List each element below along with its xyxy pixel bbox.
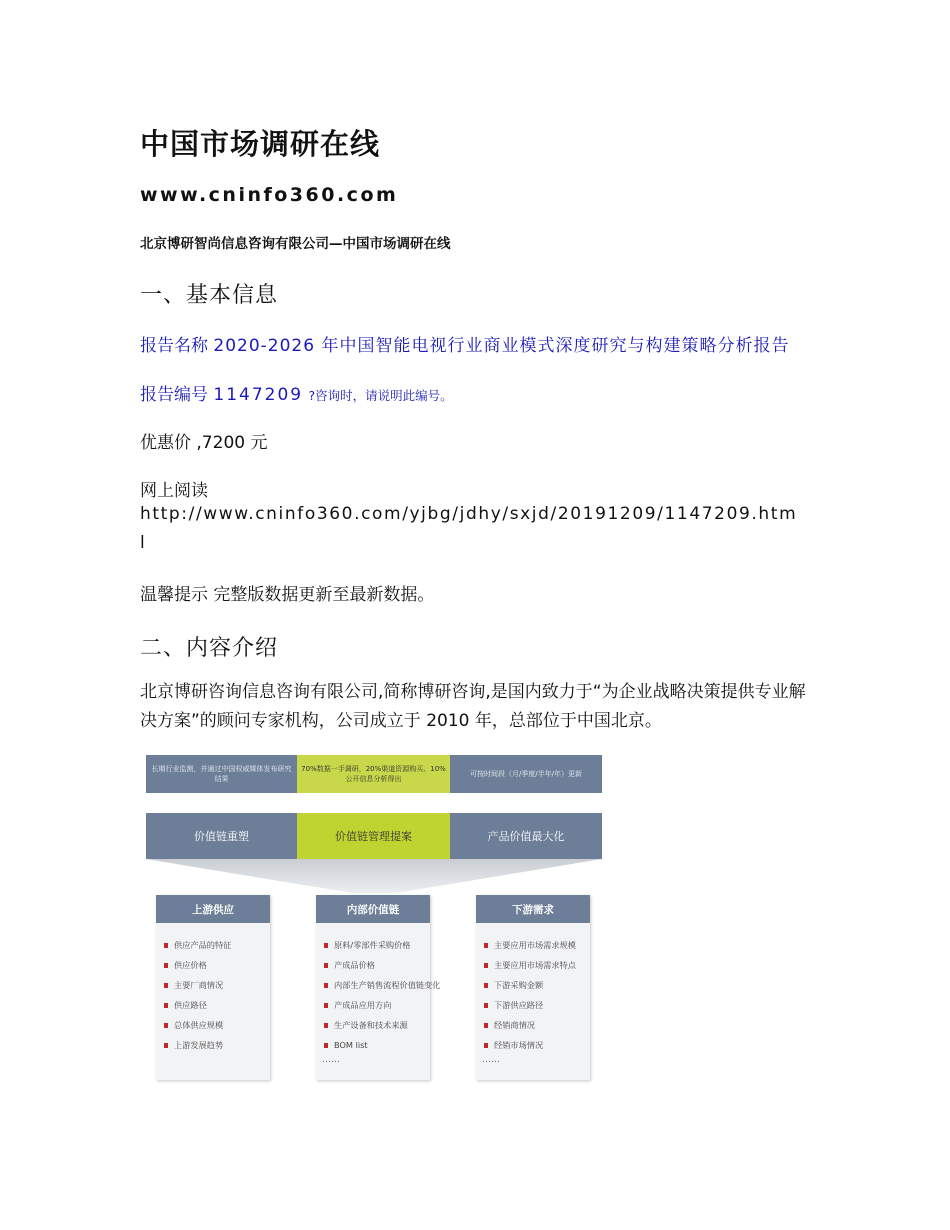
bullet-icon bbox=[164, 943, 168, 948]
bullet-icon bbox=[164, 963, 168, 968]
list-item: 上游发展趋势 bbox=[164, 1035, 270, 1055]
list-item: 供应产品的特征 bbox=[164, 935, 270, 955]
read-online-url[interactable]: http://www.cninfo360.com/yjbg/jdhy/sxjd/20191209/1147209.html bbox=[140, 504, 798, 553]
section-heading-intro: 二、内容介绍 bbox=[140, 636, 279, 661]
diagram-top-band bbox=[146, 755, 602, 793]
bullet-icon bbox=[484, 1023, 488, 1028]
list-item: 下游供应路径 bbox=[484, 995, 590, 1015]
column-upstream bbox=[156, 895, 270, 1080]
bullet-icon bbox=[164, 983, 168, 988]
section-heading-basic-info: 一、基本信息 bbox=[140, 283, 279, 308]
tip-line bbox=[140, 580, 434, 605]
bullet-icon bbox=[324, 963, 328, 968]
mid-cell-management: 价值链管理提案 bbox=[297, 813, 450, 859]
page-title: 中国市场调研在线 bbox=[140, 127, 381, 161]
diagram-middle-band bbox=[146, 813, 602, 859]
bullet-icon bbox=[324, 943, 328, 948]
bullet-icon bbox=[484, 1043, 488, 1048]
top-cell-update: 可按时间段（月/季度/半年/年）更新 bbox=[450, 755, 602, 793]
company-name: 北京博研智尚信息咨询有限公司—中国市场调研在线 bbox=[140, 236, 451, 252]
report-number-value: 1147209 bbox=[213, 385, 304, 405]
bullet-icon bbox=[164, 1043, 168, 1048]
bullet-icon bbox=[484, 963, 488, 968]
bullet-icon bbox=[324, 1023, 328, 1028]
tip-text: 完整版数据更新至最新数据。 bbox=[213, 585, 435, 605]
report-name-value: 2020-2026 年中国智能电视行业商业模式深度研究与构建策略分析报告 bbox=[213, 336, 790, 356]
list-item: 主要应用市场需求特点 bbox=[484, 955, 590, 975]
column-upstream-title: 上游供应 bbox=[156, 895, 270, 923]
list-item: 内部生产销售流程价值链变化 bbox=[324, 975, 430, 995]
value-chain-diagram bbox=[146, 755, 602, 1085]
bullet-icon bbox=[324, 983, 328, 988]
report-name-line bbox=[140, 331, 789, 356]
report-number-note: ?咨询时，请说明此编号。 bbox=[308, 388, 453, 403]
mid-cell-maximize: 产品价值最大化 bbox=[450, 813, 602, 859]
top-cell-data-sources: 70%数据一手调研，20%渠道资源购买、10%公开信息分析得出 bbox=[297, 755, 450, 793]
bullet-icon bbox=[484, 943, 488, 948]
list-item: 原料/零部件采购价格 bbox=[324, 935, 430, 955]
list-item: BOM list bbox=[324, 1035, 430, 1055]
intro-paragraph: 北京博研咨询信息咨询有限公司,简称博研咨询,是国内致力于“为企业战略决策提供专业解决方案”的顾问专家机构，公司成立于 2010 年，总部位于中国北京。 bbox=[140, 682, 806, 731]
price-value: ,7200 元 bbox=[196, 433, 268, 453]
bullet-icon bbox=[324, 1003, 328, 1008]
column-downstream-title: 下游需求 bbox=[476, 895, 590, 923]
column-internal-more: …… bbox=[322, 1055, 340, 1065]
top-cell-monitoring: 长期行业监测，并通过中国权威媒体发布研究结果 bbox=[146, 755, 297, 793]
list-item: 产成品价格 bbox=[324, 955, 430, 975]
mid-cell-reshape: 价值链重塑 bbox=[146, 813, 297, 859]
list-item: 总体供应规模 bbox=[164, 1015, 270, 1035]
list-item: 下游采购金额 bbox=[484, 975, 590, 995]
site-url: www.cninfo360.com bbox=[140, 184, 399, 206]
bullet-icon bbox=[484, 1003, 488, 1008]
column-internal bbox=[316, 895, 441, 1080]
bullet-icon bbox=[164, 1003, 168, 1008]
bullet-icon bbox=[484, 983, 488, 988]
column-downstream-more: …… bbox=[482, 1055, 500, 1065]
bullet-icon bbox=[324, 1043, 328, 1048]
read-online-label: 网上阅读 bbox=[140, 481, 208, 501]
tip-label: 温馨提示 bbox=[140, 585, 208, 605]
report-name-label: 报告名称 bbox=[140, 336, 208, 356]
list-item: 生产设备和技术来源 bbox=[324, 1015, 430, 1035]
list-item: 供应路径 bbox=[164, 995, 270, 1015]
column-internal-title: 内部价值链 bbox=[316, 895, 430, 923]
funnel-arrow bbox=[146, 859, 602, 893]
list-item: 主要应用市场需求规模 bbox=[484, 935, 590, 955]
price-line bbox=[140, 428, 267, 453]
list-item: 经销商情况 bbox=[484, 1015, 590, 1035]
column-downstream bbox=[476, 895, 590, 1080]
report-number-line bbox=[140, 380, 453, 405]
list-item: 产成品应用方向 bbox=[324, 995, 430, 1015]
list-item: 主要厂商情况 bbox=[164, 975, 270, 995]
list-item: 供应价格 bbox=[164, 955, 270, 975]
report-number-label: 报告编号 bbox=[140, 385, 208, 405]
list-item: 经销市场情况 bbox=[484, 1035, 590, 1055]
price-label: 优惠价 bbox=[140, 433, 191, 453]
bullet-icon bbox=[164, 1023, 168, 1028]
